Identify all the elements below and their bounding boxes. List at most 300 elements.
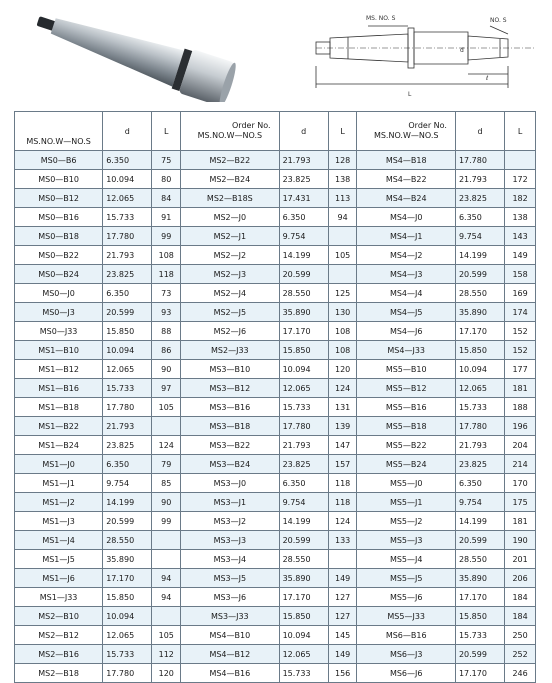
order-no-cell: MS1—J0	[15, 455, 103, 474]
order-no-cell: MS4—J1	[357, 227, 455, 246]
d-value-cell: 6.350	[279, 474, 328, 493]
d-value-cell: 28.550	[279, 550, 328, 569]
table-row	[15, 151, 536, 170]
order-no-cell: MS4—B24	[357, 189, 455, 208]
table-row	[15, 512, 536, 531]
d-value-cell: 9.754	[279, 227, 328, 246]
d-value-cell: 35.890	[279, 303, 328, 322]
d-value-cell: 17.431	[279, 189, 328, 208]
col-L-3: L	[505, 112, 536, 151]
order-no-cell: MS5—B22	[357, 436, 455, 455]
table-row	[15, 246, 536, 265]
d-value-cell: 35.890	[279, 569, 328, 588]
l-value-cell: 127	[328, 607, 357, 626]
d-value-cell: 15.850	[103, 322, 152, 341]
header-row	[15, 112, 536, 151]
table-row	[15, 303, 536, 322]
d-value-cell: 17.170	[455, 322, 504, 341]
d-value-cell: 10.094	[103, 341, 152, 360]
order-no-cell: MS1—J4	[15, 531, 103, 550]
order-no-cell: MS1—B22	[15, 417, 103, 436]
l-value-cell: 204	[505, 436, 536, 455]
l-value-cell: 130	[328, 303, 357, 322]
table-row	[15, 436, 536, 455]
d-value-cell: 23.825	[455, 189, 504, 208]
d-value-cell: 14.199	[103, 493, 152, 512]
l-value-cell	[328, 550, 357, 569]
d-value-cell: 17.170	[279, 588, 328, 607]
d-value-cell: 21.793	[455, 436, 504, 455]
l-value-cell: 181	[505, 379, 536, 398]
d-value-cell: 12.065	[103, 626, 152, 645]
d-value-cell: 15.733	[103, 645, 152, 664]
order-no-cell: MS4—J3	[357, 265, 455, 284]
d-value-cell: 10.094	[279, 360, 328, 379]
d-value-cell: 6.350	[455, 208, 504, 227]
order-no-cell: MS1—J2	[15, 493, 103, 512]
l-value-cell: 94	[152, 569, 181, 588]
table-row	[15, 360, 536, 379]
spec-table-body	[15, 151, 536, 683]
order-no-cell: MS5—J0	[357, 474, 455, 493]
l-value-cell: 145	[328, 626, 357, 645]
d-value-cell: 23.825	[103, 436, 152, 455]
l-value-cell: 73	[152, 284, 181, 303]
order-no-cell: MS2—B24	[181, 170, 279, 189]
order-no-cell: MS1—J33	[15, 588, 103, 607]
l-value-cell: 190	[505, 531, 536, 550]
order-no-cell: MS2—J4	[181, 284, 279, 303]
d-value-cell: 28.550	[455, 550, 504, 569]
order-no-cell: MS0—B18	[15, 227, 103, 246]
l-value-cell: 91	[152, 208, 181, 227]
order-no-cell: MS2—J1	[181, 227, 279, 246]
d-value-cell: 15.733	[455, 626, 504, 645]
l-value-cell	[328, 227, 357, 246]
order-no-cell: MS6—J3	[357, 645, 455, 664]
table-row	[15, 227, 536, 246]
l-value-cell: 156	[328, 664, 357, 683]
header-illustrations	[0, 0, 552, 110]
d-value-cell: 35.890	[455, 569, 504, 588]
table-row	[15, 284, 536, 303]
drawing-label-d: d	[460, 47, 464, 54]
l-value-cell: 75	[152, 151, 181, 170]
d-value-cell: 20.599	[455, 265, 504, 284]
order-no-cell: MS0—B16	[15, 208, 103, 227]
l-value-cell: 188	[505, 398, 536, 417]
d-value-cell: 23.825	[455, 455, 504, 474]
col-d-1: d	[103, 112, 152, 151]
table-row	[15, 664, 536, 683]
l-value-cell: 158	[505, 265, 536, 284]
l-value-cell: 97	[152, 379, 181, 398]
order-no-cell: MS3—J33	[181, 607, 279, 626]
l-value-cell	[328, 265, 357, 284]
l-value-cell: 88	[152, 322, 181, 341]
d-value-cell: 6.350	[279, 208, 328, 227]
d-value-cell: 17.780	[455, 417, 504, 436]
l-value-cell: 206	[505, 569, 536, 588]
order-no-cell: MS5—B16	[357, 398, 455, 417]
order-no-cell: MS4—B18	[357, 151, 455, 170]
table-row	[15, 265, 536, 284]
drawing-label-L: L	[408, 91, 412, 98]
l-value-cell: 177	[505, 360, 536, 379]
l-value-cell: 85	[152, 474, 181, 493]
table-row	[15, 607, 536, 626]
order-no-cell: MS0—J3	[15, 303, 103, 322]
d-value-cell: 28.550	[103, 531, 152, 550]
d-value-cell: 12.065	[103, 189, 152, 208]
table-row	[15, 398, 536, 417]
l-value-cell: 138	[328, 170, 357, 189]
l-value-cell: 147	[328, 436, 357, 455]
d-value-cell: 20.599	[455, 645, 504, 664]
l-value-cell	[152, 531, 181, 550]
d-value-cell: 6.350	[103, 151, 152, 170]
order-no-cell: MS1—B24	[15, 436, 103, 455]
order-no-cell: MS3—J4	[181, 550, 279, 569]
d-value-cell: 15.733	[279, 398, 328, 417]
order-no-cell: MS0—B12	[15, 189, 103, 208]
l-value-cell: 105	[152, 398, 181, 417]
d-value-cell: 20.599	[279, 531, 328, 550]
table-row	[15, 341, 536, 360]
table-row	[15, 645, 536, 664]
l-value-cell: 196	[505, 417, 536, 436]
d-value-cell: 10.094	[455, 360, 504, 379]
order-no-cell: MS5—B18	[357, 417, 455, 436]
drawing-label-ms: MS. NO. S	[366, 15, 396, 22]
order-no-cell: MS3—B22	[181, 436, 279, 455]
l-value-cell: 112	[152, 645, 181, 664]
drawing-label-l: ℓ	[486, 75, 489, 82]
d-value-cell: 12.065	[279, 379, 328, 398]
order-no-cell: MS4—B10	[181, 626, 279, 645]
l-value-cell: 105	[152, 626, 181, 645]
order-no-cell: MS4—J2	[357, 246, 455, 265]
d-value-cell: 15.850	[455, 607, 504, 626]
table-row	[15, 322, 536, 341]
l-value-cell: 120	[152, 664, 181, 683]
l-value-cell: 79	[152, 455, 181, 474]
order-no-cell: MS2—B18	[15, 664, 103, 683]
l-value-cell: 182	[505, 189, 536, 208]
l-value-cell: 94	[152, 588, 181, 607]
order-no-cell: MS6—B16	[357, 626, 455, 645]
col-order-3: Order No. MS.NO.W—NO.S	[357, 112, 455, 151]
d-value-cell: 9.754	[455, 227, 504, 246]
l-value-cell: 181	[505, 512, 536, 531]
table-row	[15, 208, 536, 227]
l-value-cell: 118	[152, 265, 181, 284]
d-value-cell: 21.793	[455, 170, 504, 189]
table-row	[15, 550, 536, 569]
order-no-cell: MS0—J0	[15, 284, 103, 303]
spec-table	[14, 111, 536, 683]
order-no-cell: MS5—J33	[357, 607, 455, 626]
l-value-cell: 149	[328, 645, 357, 664]
d-value-cell: 21.793	[279, 151, 328, 170]
d-value-cell: 35.890	[103, 550, 152, 569]
order-no-cell: MS0—B22	[15, 246, 103, 265]
order-no-cell: MS1—J1	[15, 474, 103, 493]
d-value-cell: 15.850	[455, 341, 504, 360]
order-no-cell: MS1—B16	[15, 379, 103, 398]
d-value-cell: 15.850	[103, 588, 152, 607]
d-value-cell: 15.733	[103, 379, 152, 398]
l-value-cell: 108	[328, 341, 357, 360]
d-value-cell: 10.094	[103, 607, 152, 626]
d-value-cell: 15.733	[103, 208, 152, 227]
order-no-cell: MS4—J33	[357, 341, 455, 360]
d-value-cell: 17.780	[103, 227, 152, 246]
order-no-cell: MS6—J6	[357, 664, 455, 683]
order-no-cell: MS5—B12	[357, 379, 455, 398]
order-no-cell: MS1—B18	[15, 398, 103, 417]
d-value-cell: 28.550	[279, 284, 328, 303]
d-value-cell: 12.065	[279, 645, 328, 664]
table-row	[15, 493, 536, 512]
order-no-cell: MS3—J1	[181, 493, 279, 512]
order-no-cell: MS5—J2	[357, 512, 455, 531]
order-no-cell: MS4—J0	[357, 208, 455, 227]
d-value-cell: 15.733	[279, 664, 328, 683]
d-value-cell: 21.793	[103, 417, 152, 436]
d-value-cell: 9.754	[103, 474, 152, 493]
col-L-2: L	[328, 112, 357, 151]
l-value-cell: 252	[505, 645, 536, 664]
order-no-cell: MS4—J4	[357, 284, 455, 303]
l-value-cell: 149	[328, 569, 357, 588]
d-value-cell: 14.199	[279, 246, 328, 265]
order-no-cell: MS4—B22	[357, 170, 455, 189]
order-no-cell: MS5—J4	[357, 550, 455, 569]
l-value-cell: 128	[328, 151, 357, 170]
l-value-cell: 105	[328, 246, 357, 265]
l-value-cell: 152	[505, 322, 536, 341]
l-value-cell: 125	[328, 284, 357, 303]
l-value-cell: 184	[505, 607, 536, 626]
l-value-cell: 90	[152, 360, 181, 379]
d-value-cell: 17.170	[103, 569, 152, 588]
order-no-cell: MS5—J1	[357, 493, 455, 512]
order-no-cell: MS1—J6	[15, 569, 103, 588]
d-value-cell: 28.550	[455, 284, 504, 303]
l-value-cell: 93	[152, 303, 181, 322]
l-value-cell: 118	[328, 493, 357, 512]
l-value-cell: 172	[505, 170, 536, 189]
d-value-cell: 23.825	[279, 455, 328, 474]
l-value-cell: 170	[505, 474, 536, 493]
order-no-cell: MS4—J6	[357, 322, 455, 341]
d-value-cell: 17.780	[103, 398, 152, 417]
order-no-cell: MS1—J3	[15, 512, 103, 531]
l-value-cell: 99	[152, 227, 181, 246]
table-row	[15, 379, 536, 398]
col-d-3: d	[455, 112, 504, 151]
l-value-cell: 94	[328, 208, 357, 227]
d-value-cell: 21.793	[103, 246, 152, 265]
d-value-cell: 21.793	[279, 436, 328, 455]
table-row	[15, 569, 536, 588]
order-no-cell: MS2—J2	[181, 246, 279, 265]
l-value-cell: 118	[328, 474, 357, 493]
order-no-cell: MS3—B10	[181, 360, 279, 379]
d-value-cell: 15.850	[279, 341, 328, 360]
l-value-cell: 250	[505, 626, 536, 645]
d-value-cell: 15.733	[455, 398, 504, 417]
order-no-cell: MS4—J5	[357, 303, 455, 322]
d-value-cell: 9.754	[455, 493, 504, 512]
d-value-cell: 6.350	[103, 455, 152, 474]
d-value-cell: 23.825	[279, 170, 328, 189]
order-no-cell: MS5—J3	[357, 531, 455, 550]
d-value-cell: 17.780	[279, 417, 328, 436]
d-value-cell: 20.599	[455, 531, 504, 550]
d-value-cell: 20.599	[279, 265, 328, 284]
l-value-cell	[152, 550, 181, 569]
l-value-cell: 169	[505, 284, 536, 303]
l-value-cell: 133	[328, 531, 357, 550]
col-d-2: d	[279, 112, 328, 151]
l-value-cell: 90	[152, 493, 181, 512]
order-no-cell: MS3—J6	[181, 588, 279, 607]
table-row	[15, 417, 536, 436]
d-value-cell: 20.599	[103, 303, 152, 322]
order-no-cell: MS1—B12	[15, 360, 103, 379]
order-no-cell: MS2—B18S	[181, 189, 279, 208]
l-value-cell: 80	[152, 170, 181, 189]
l-value-cell: 120	[328, 360, 357, 379]
order-no-cell: MS3—B12	[181, 379, 279, 398]
d-value-cell: 12.065	[103, 360, 152, 379]
table-row	[15, 531, 536, 550]
order-no-cell: MS1—B10	[15, 341, 103, 360]
l-value-cell	[152, 417, 181, 436]
order-no-cell: MS0—B24	[15, 265, 103, 284]
l-value-cell: 108	[328, 322, 357, 341]
d-value-cell: 17.170	[455, 588, 504, 607]
order-no-cell: MS4—B12	[181, 645, 279, 664]
taper-body	[47, 10, 184, 87]
d-value-cell: 10.094	[103, 170, 152, 189]
order-no-cell: MS5—B10	[357, 360, 455, 379]
l-value-cell	[152, 607, 181, 626]
l-value-cell: 152	[505, 341, 536, 360]
order-no-cell: MS2—J33	[181, 341, 279, 360]
l-value-cell: 127	[328, 588, 357, 607]
table-row	[15, 588, 536, 607]
l-value-cell: 214	[505, 455, 536, 474]
table-row	[15, 455, 536, 474]
table-row	[15, 189, 536, 208]
d-value-cell: 15.850	[279, 607, 328, 626]
d-value-cell: 12.065	[455, 379, 504, 398]
d-value-cell: 6.350	[103, 284, 152, 303]
d-value-cell: 14.199	[455, 512, 504, 531]
l-value-cell: 139	[328, 417, 357, 436]
order-no-cell: MS0—B6	[15, 151, 103, 170]
l-value-cell: 201	[505, 550, 536, 569]
l-value-cell: 157	[328, 455, 357, 474]
l-value-cell	[505, 151, 536, 170]
d-value-cell: 17.170	[455, 664, 504, 683]
order-no-cell: MS2—J5	[181, 303, 279, 322]
order-no-cell: MS4—B16	[181, 664, 279, 683]
order-no-cell: MS2—J3	[181, 265, 279, 284]
order-no-cell: MS2—B10	[15, 607, 103, 626]
d-value-cell: 14.199	[455, 246, 504, 265]
l-value-cell: 175	[505, 493, 536, 512]
drawing-label-nos: NO. S	[490, 17, 507, 24]
d-value-cell: 17.170	[279, 322, 328, 341]
d-value-cell: 20.599	[103, 512, 152, 531]
d-value-cell: 35.890	[455, 303, 504, 322]
l-value-cell: 113	[328, 189, 357, 208]
l-value-cell: 124	[328, 379, 357, 398]
order-no-cell: MS3—J3	[181, 531, 279, 550]
d-value-cell: 6.350	[455, 474, 504, 493]
order-no-cell: MS2—J0	[181, 208, 279, 227]
order-no-cell: MS2—B12	[15, 626, 103, 645]
order-no-cell: MS5—J6	[357, 588, 455, 607]
order-no-cell: MS5—B24	[357, 455, 455, 474]
order-no-cell: MS3—J2	[181, 512, 279, 531]
d-value-cell: 9.754	[279, 493, 328, 512]
col-L-1: L	[152, 112, 181, 151]
table-row	[15, 626, 536, 645]
order-no-cell: MS3—B24	[181, 455, 279, 474]
order-no-cell: MS3—J0	[181, 474, 279, 493]
order-no-cell: MS5—J5	[357, 569, 455, 588]
order-no-cell: MS2—B16	[15, 645, 103, 664]
order-no-cell: MS3—B16	[181, 398, 279, 417]
d-value-cell: 17.780	[455, 151, 504, 170]
d-value-cell: 17.780	[103, 664, 152, 683]
l-value-cell: 174	[505, 303, 536, 322]
l-value-cell: 143	[505, 227, 536, 246]
order-no-cell: MS2—J6	[181, 322, 279, 341]
arbor-photo	[30, 10, 240, 102]
l-value-cell: 246	[505, 664, 536, 683]
l-value-cell: 124	[328, 512, 357, 531]
order-no-cell: MS3—B18	[181, 417, 279, 436]
order-no-cell: MS0—J33	[15, 322, 103, 341]
l-value-cell: 131	[328, 398, 357, 417]
l-value-cell: 138	[505, 208, 536, 227]
d-value-cell: 10.094	[279, 626, 328, 645]
l-value-cell: 124	[152, 436, 181, 455]
col-order-2: Order No. MS.NO.W—NO.S	[181, 112, 279, 151]
order-no-cell: MS0—B10	[15, 170, 103, 189]
d-value-cell: 14.199	[279, 512, 328, 531]
l-value-cell: 108	[152, 246, 181, 265]
l-value-cell: 86	[152, 341, 181, 360]
l-value-cell: 84	[152, 189, 181, 208]
arbor-drawing	[308, 6, 540, 102]
d-value-cell: 23.825	[103, 265, 152, 284]
order-no-cell: MS2—B22	[181, 151, 279, 170]
order-no-cell: MS1—J5	[15, 550, 103, 569]
col-order-1: MS.NO.W—NO.S	[15, 112, 103, 151]
l-value-cell: 149	[505, 246, 536, 265]
table-row	[15, 170, 536, 189]
order-no-cell: MS3—J5	[181, 569, 279, 588]
l-value-cell: 99	[152, 512, 181, 531]
table-row	[15, 474, 536, 493]
